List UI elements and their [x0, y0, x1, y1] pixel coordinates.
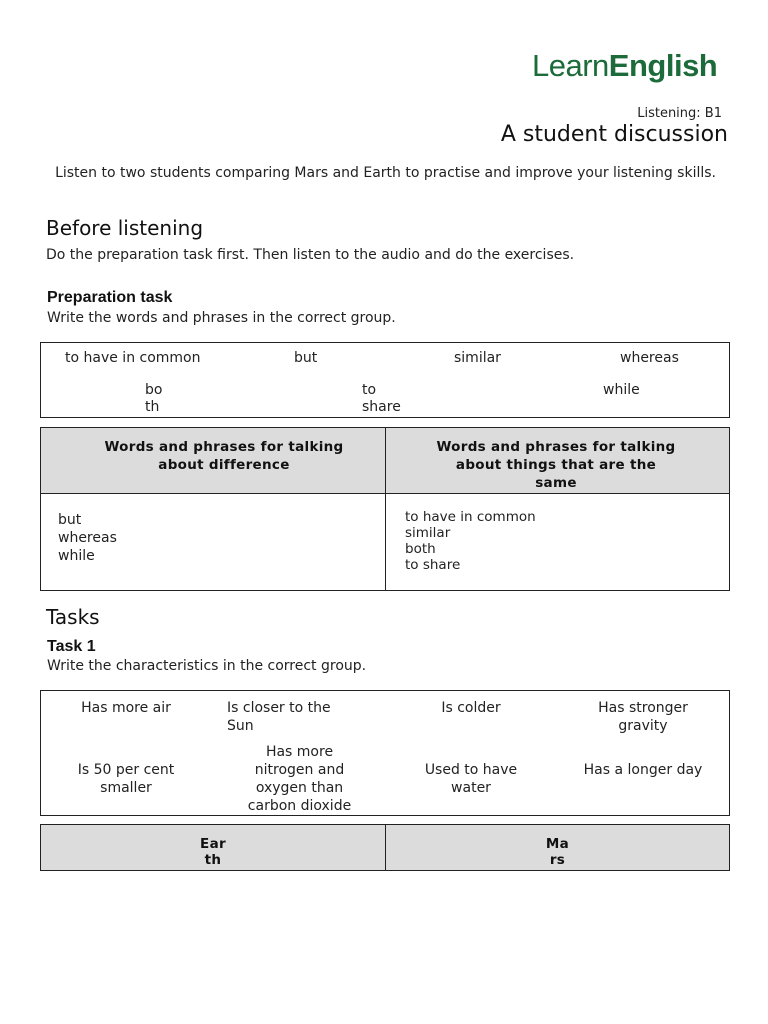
learnenglish-logo [532, 48, 717, 84]
before-listening-instruction: Do the preparation task first. Then listen to the audio and do the exercises. [46, 247, 575, 263]
same-item: to have in common [405, 509, 536, 525]
before-listening-heading: Before listening [46, 216, 204, 240]
table-column-divider [385, 428, 386, 590]
characteristics-box [40, 690, 730, 816]
char-closer-to-sun: Is closer to the Sun [227, 700, 331, 734]
preparation-table [40, 427, 730, 591]
char-has-more-air: Has more air [81, 700, 171, 716]
same-item: to share [405, 557, 461, 573]
earth-mars-table [40, 824, 730, 871]
word-to-have-in-common: to have in common [65, 350, 201, 366]
earth-header: Ear th [200, 836, 226, 868]
word-whereas: whereas [620, 350, 679, 366]
char-50-per-cent-smaller: Is 50 per cent smaller [77, 762, 175, 796]
char-is-colder: Is colder [441, 700, 501, 716]
word-box [40, 342, 730, 418]
task1-instruction: Write the characteristics in the correct group. [47, 658, 367, 674]
earth-header-cell [41, 825, 385, 870]
difference-header: Words and phrases for talking about difference [104, 439, 344, 473]
word-while: while [603, 382, 640, 398]
mars-header: Ma rs [545, 836, 570, 868]
word-similar: similar [454, 350, 501, 366]
difference-header-cell [41, 428, 385, 493]
page-title: A student discussion [500, 122, 728, 147]
char-longer-day: Has a longer day [583, 762, 703, 778]
same-header-cell [386, 428, 729, 493]
word-to-share: to share [362, 382, 401, 415]
preparation-heading: Preparation task [47, 289, 173, 306]
word-both: bo th [145, 382, 163, 415]
level-label: Listening: B1 [637, 106, 722, 121]
same-header: Words and phrases for talking about things that are the same [436, 439, 676, 491]
difference-item: whereas [58, 530, 117, 546]
mars-header-cell [386, 825, 729, 870]
word-but: but [294, 350, 318, 366]
intro-text: Listen to two students comparing Mars and Earth to practise and improve your listening skills. [55, 165, 716, 181]
same-item: similar [405, 525, 451, 541]
logo-learn: Learn [532, 48, 609, 83]
preparation-instruction: Write the words and phrases in the correct group. [47, 310, 396, 326]
difference-item: while [58, 548, 95, 564]
task1-heading: Task 1 [47, 638, 96, 655]
char-stronger-gravity: Has stronger gravity [598, 700, 688, 734]
same-item: both [405, 541, 436, 557]
char-used-to-have-water: Used to have water [424, 762, 518, 796]
logo-english: English [608, 48, 718, 83]
tasks-heading: Tasks [46, 605, 100, 629]
char-more-nitrogen-oxygen: Has more nitrogen and oxygen than carbon dioxide [247, 744, 352, 814]
difference-item: but [58, 512, 82, 528]
